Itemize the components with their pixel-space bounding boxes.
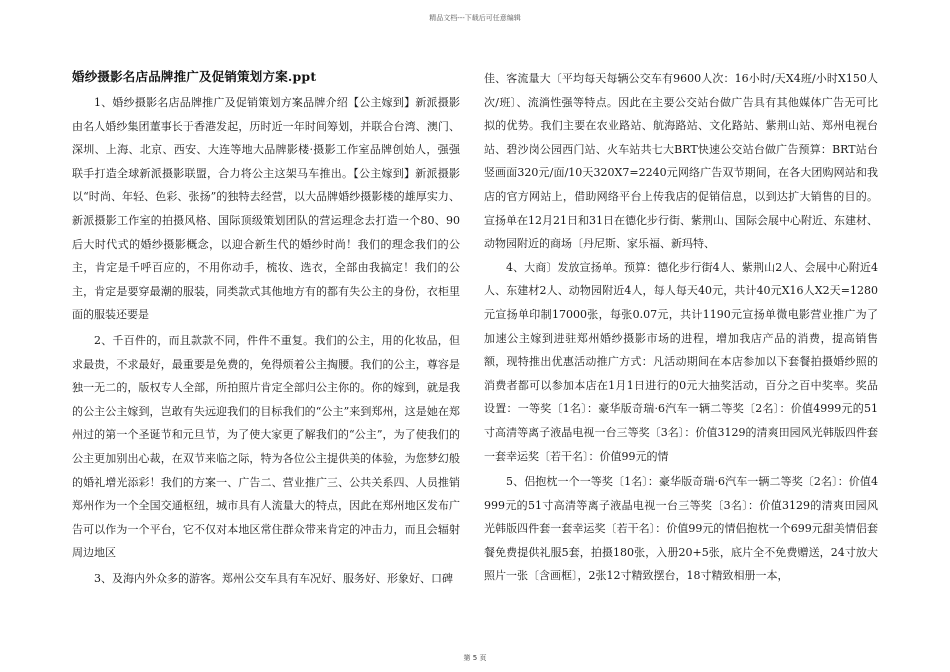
paragraph-1: 1、婚纱摄影名店品牌推广及促销策划方案品牌介绍【公主嫁到】新派摄影由名人婚纱集团董事长于香港发起，历时近一年时间筹划，并联合台湾、澳门、深圳、上海、北京、西安、大连等地大品牌影楼·摄影工作室品牌创始人，强强联手打造全球新派摄影联盟，合力将公主这架马车推出。【公主嫁到】新派摄影以“时尚、年轻、色彩、张扬”的独特去经营，以大品牌婚纱摄影楼的雄厚实力、新派摄影工作室的拍摄风格、国际顶级策划团队的营运理念去打造一个80、90后大时代式的婚纱摄影概念，以迎合新生代的婚纱时尚！我们的理念我们的公主，肯定是千呼百应的，不用你动手，梳妆、选衣，全部由我搞定！我们的公主，肯定是要穿最潮的服装，同类款式其他地方有的都有失公主的身份，衣柜里面的服装还要是 <box>72 96 460 322</box>
left-column <box>72 67 460 590</box>
watermark-header: 精品文档---下载后可任意编辑 <box>429 14 521 22</box>
paragraph-5: 5、侣抱枕一个一等奖〔1名〕：豪华版奇瑞·6汽车一辆二等奖〔2名〕：价值4999元的51寸高清等离子液晶电视一台三等奖〔3名〕：价值3129的清爽田园风光韩版四件套一套幸运奖〔若干名〕：价值99元的情侣抱枕一个699元甜美情侣套餐免费提供礼服5套，拍摄180张，入册20+5张，底片全不免费赠送，24寸放大照片一张〔含画框〕，2张12寸精致摆台，18寸精致相册一本， <box>484 475 878 583</box>
paragraph-3: 3、及海内外众多的游客。郑州公交车具有车况好、服务好、形象好、口碑 <box>94 571 453 585</box>
document-title: 婚纱摄影名店品牌推广及促销策划方案.ppt <box>72 69 317 84</box>
paragraph-3-continued: 佳、客流量大〔平均每天每辆公交车有9600人次：16小时/天X4班/小时X150人次/班〕、流淌性强等特点。因此在主要公交站台做广告具有其他媒体广告无可比拟的优势。我们主要在农业路站、航海路站、文化路站、紫荆山站、郑州电视台站、碧沙岗公园西门站、火车站共七大BRT快速公交站台做广告预算：BRT站台竖画面320元/面/10天320X7=2240元网络广告双节期间，在各大团购网站和我店的官方网站上，借助网络平台上传我店的促销信息，以到达扩大销售的目的。宣扬单在12月21日和31日在德化步行街、紫荆山、国际会展中心附近、东建材、动物园附近的商场〔丹尼斯、家乐福、新玛特、 <box>484 72 878 251</box>
right-column <box>484 67 878 588</box>
page-number: 第 5 页 <box>463 654 487 662</box>
paragraph-2: 2、千百件的，而且款款不同，件件不重复。我们的公主，用的化妆品，但求最贵，不求最好，最重要是免费的，免得烦着公主掏腰。我们的公主，尊容是独一无二的，版权专人全部，所拍照片肯定全部归公主你的。你的嫁到，就是我的公主公主嫁到，岂敢有失远迎我们的目标我们的“公主”来到郑州，这是她在郑州过的第一个圣诞节和元旦节，为了使大家更了解我们的“公主”，为了使我们的公主更加别出心裁，在双节来临之际，特为各位公主提供美的体验，为您梦幻般的婚礼增光添彩！我们的方案一、广告二、营业推广三、公共关系四、人员推销郑州作为一个全国交通枢纽，城市具有人流量大的特点，因此在郑州地区发布广告可以作为一个平台，它不仅对本地区常住群众带来肯定的冲击力，而且会辐射周边地区 <box>72 333 460 560</box>
paragraph-4: 4、大商〕发放宣扬单。预算：德化步行街4人、紫荆山2人、会展中心附近4人、东建材2人、动物园附近4人，每人每天40元，共计40元X16人X2天=1280元宣扬单印制17000张，每张0.07元，共计1190元宣扬单微电影营业推广为了加速公主嫁到进驻郑州婚纱摄影市场的进程，增加我店产品的消费，提高销售额，现特推出优惠活动推广方式：凡活动期间在本店参加以下套餐拍摄婚纱照的消费者都可以参加本店在1月1日进行的0元大抽奖活动，百分之百中奖率。奖品设置：一等奖〔1名〕：豪华版奇瑞·6汽车一辆二等奖〔2名〕：价值4999元的51寸高清等离子液晶电视一台三等奖〔3名〕：价值3129的清爽田园风光韩版四件套一套幸运奖〔若干名〕：价值99元的情 <box>484 260 878 463</box>
